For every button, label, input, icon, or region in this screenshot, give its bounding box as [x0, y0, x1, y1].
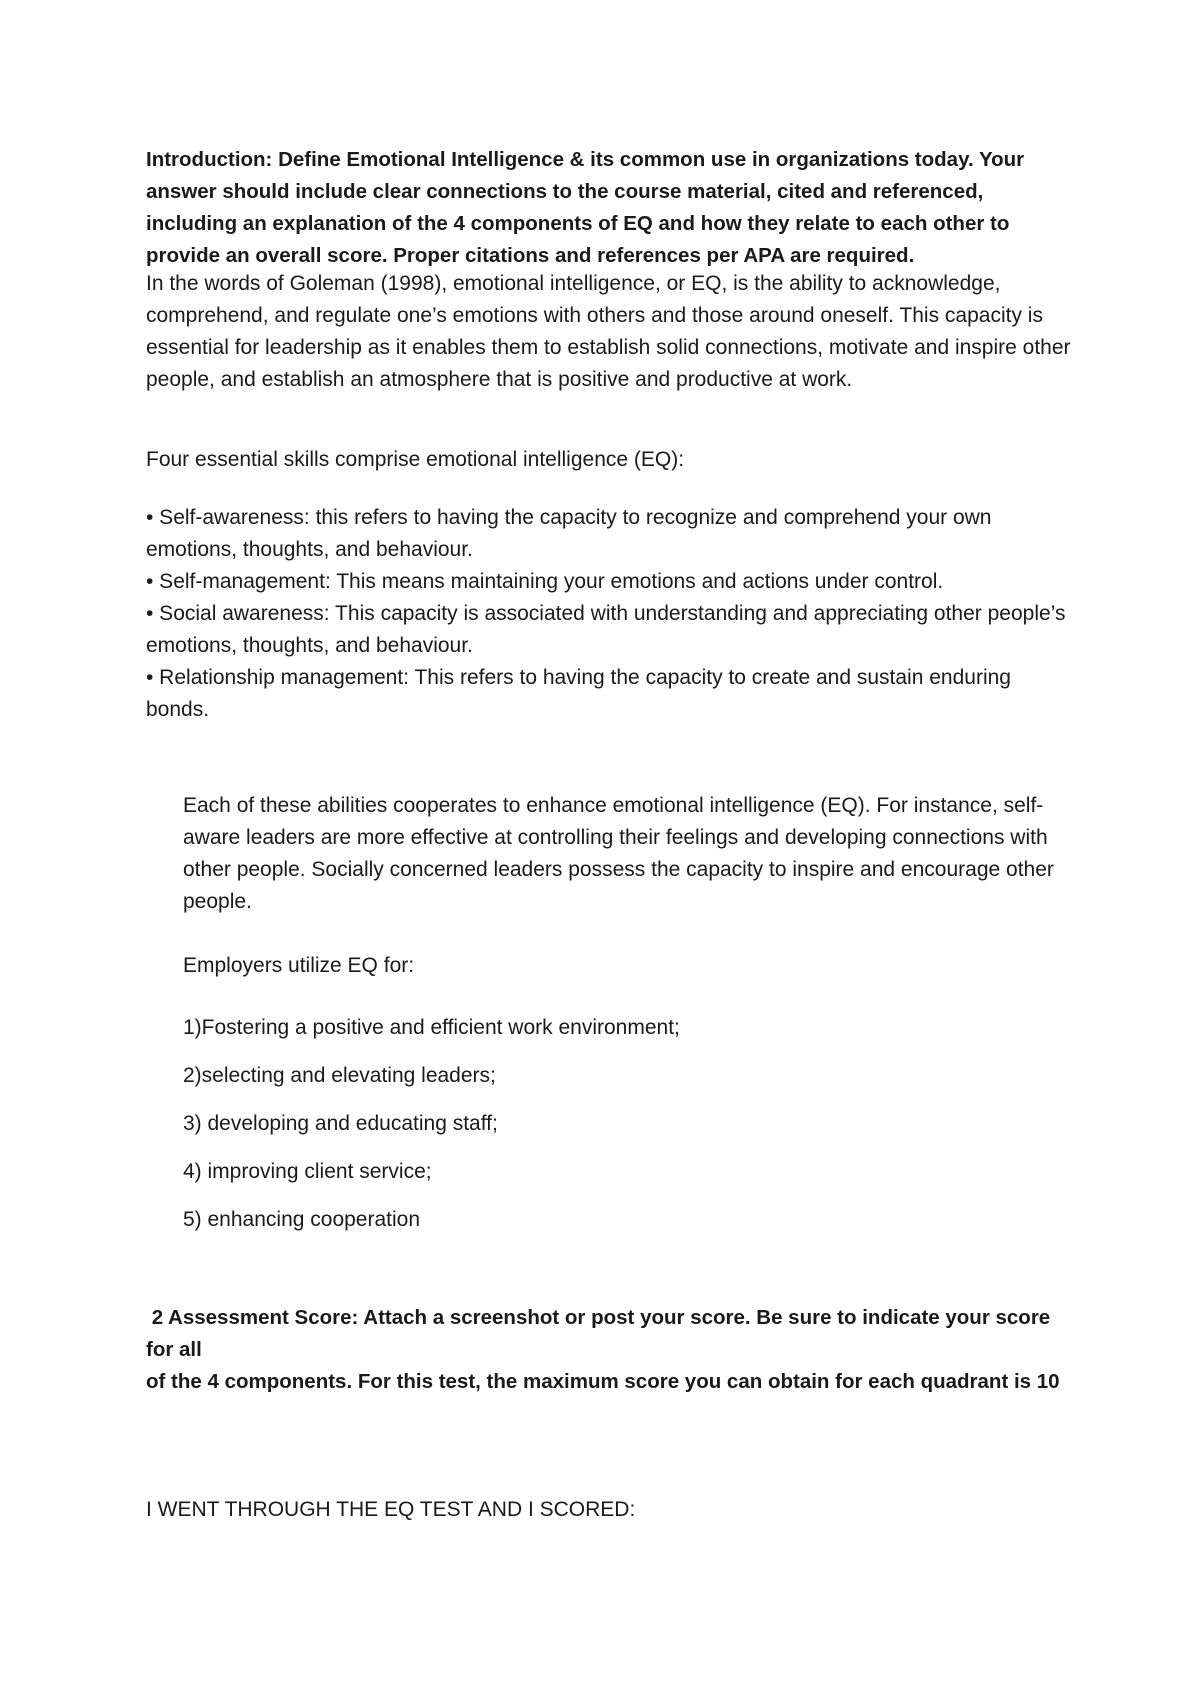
assessment-prompt-line-2: of the 4 components. For this test, the maximum score you can obtain for each quadrant is 10	[146, 1370, 1060, 1393]
definition-paragraph: In the words of Goleman (1998), emotional intelligence, or EQ, is the ability to acknowledge, comprehend, and regulate one’s emotions with others and those around oneself. This capacity is essential for leadership as it enables them to establish solid connections, motivate and inspire other people, and establish an atmosphere that is positive and productive at work.	[146, 272, 1071, 391]
use-item-5: 5) enhancing cooperation	[183, 1208, 421, 1231]
use-item-2: 2)selecting and elevating leaders;	[183, 1064, 496, 1087]
intro-prompt: Introduction: Define Emotional Intelligence & its common use in organizations today. Your answer should include clear connections to the course material, cited and referenced, including an explanation of the 4 components of EQ and how they relate to each other to provide an overall score. Proper citations and references per APA are required.	[146, 148, 1025, 267]
use-item-3: 3) developing and educating staff;	[183, 1112, 498, 1135]
assessment-prompt-line-1: 2 Assessment Score: Attach a screenshot or post your score. Be sure to indicate your score for all	[146, 1306, 1056, 1361]
skills-list	[146, 502, 1076, 726]
assessment-prompt	[146, 1302, 1076, 1398]
score-statement: I WENT THROUGH THE EQ TEST AND I SCORED:	[146, 1498, 636, 1521]
skill-self-awareness: • Self-awareness: this refers to having the capacity to recognize and comprehend your own emotions, thoughts, and behaviour.	[146, 506, 992, 561]
skill-social-awareness: • Social awareness: This capacity is associated with understanding and appreciating other people’s emotions, thoughts, and behaviour.	[146, 602, 1066, 657]
employers-intro: Employers utilize EQ for:	[183, 954, 415, 977]
use-item-1: 1)Fostering a positive and efficient work environment;	[183, 1016, 680, 1039]
use-item-4: 4) improving client service;	[183, 1160, 432, 1183]
skill-self-management: • Self-management: This means maintaining your emotions and actions under control.	[146, 570, 944, 593]
skill-relationship-management: • Relationship management: This refers to having the capacity to create and sustain enduring bonds.	[146, 666, 1011, 721]
cooperation-paragraph: Each of these abilities cooperates to enhance emotional intelligence (EQ). For instance, self-aware leaders are more effective at controlling their feelings and developing connections with other people. Socially concerned leaders possess the capacity to inspire and encourage other people.	[183, 794, 1054, 913]
skills-intro: Four essential skills comprise emotional intelligence (EQ):	[146, 448, 685, 471]
